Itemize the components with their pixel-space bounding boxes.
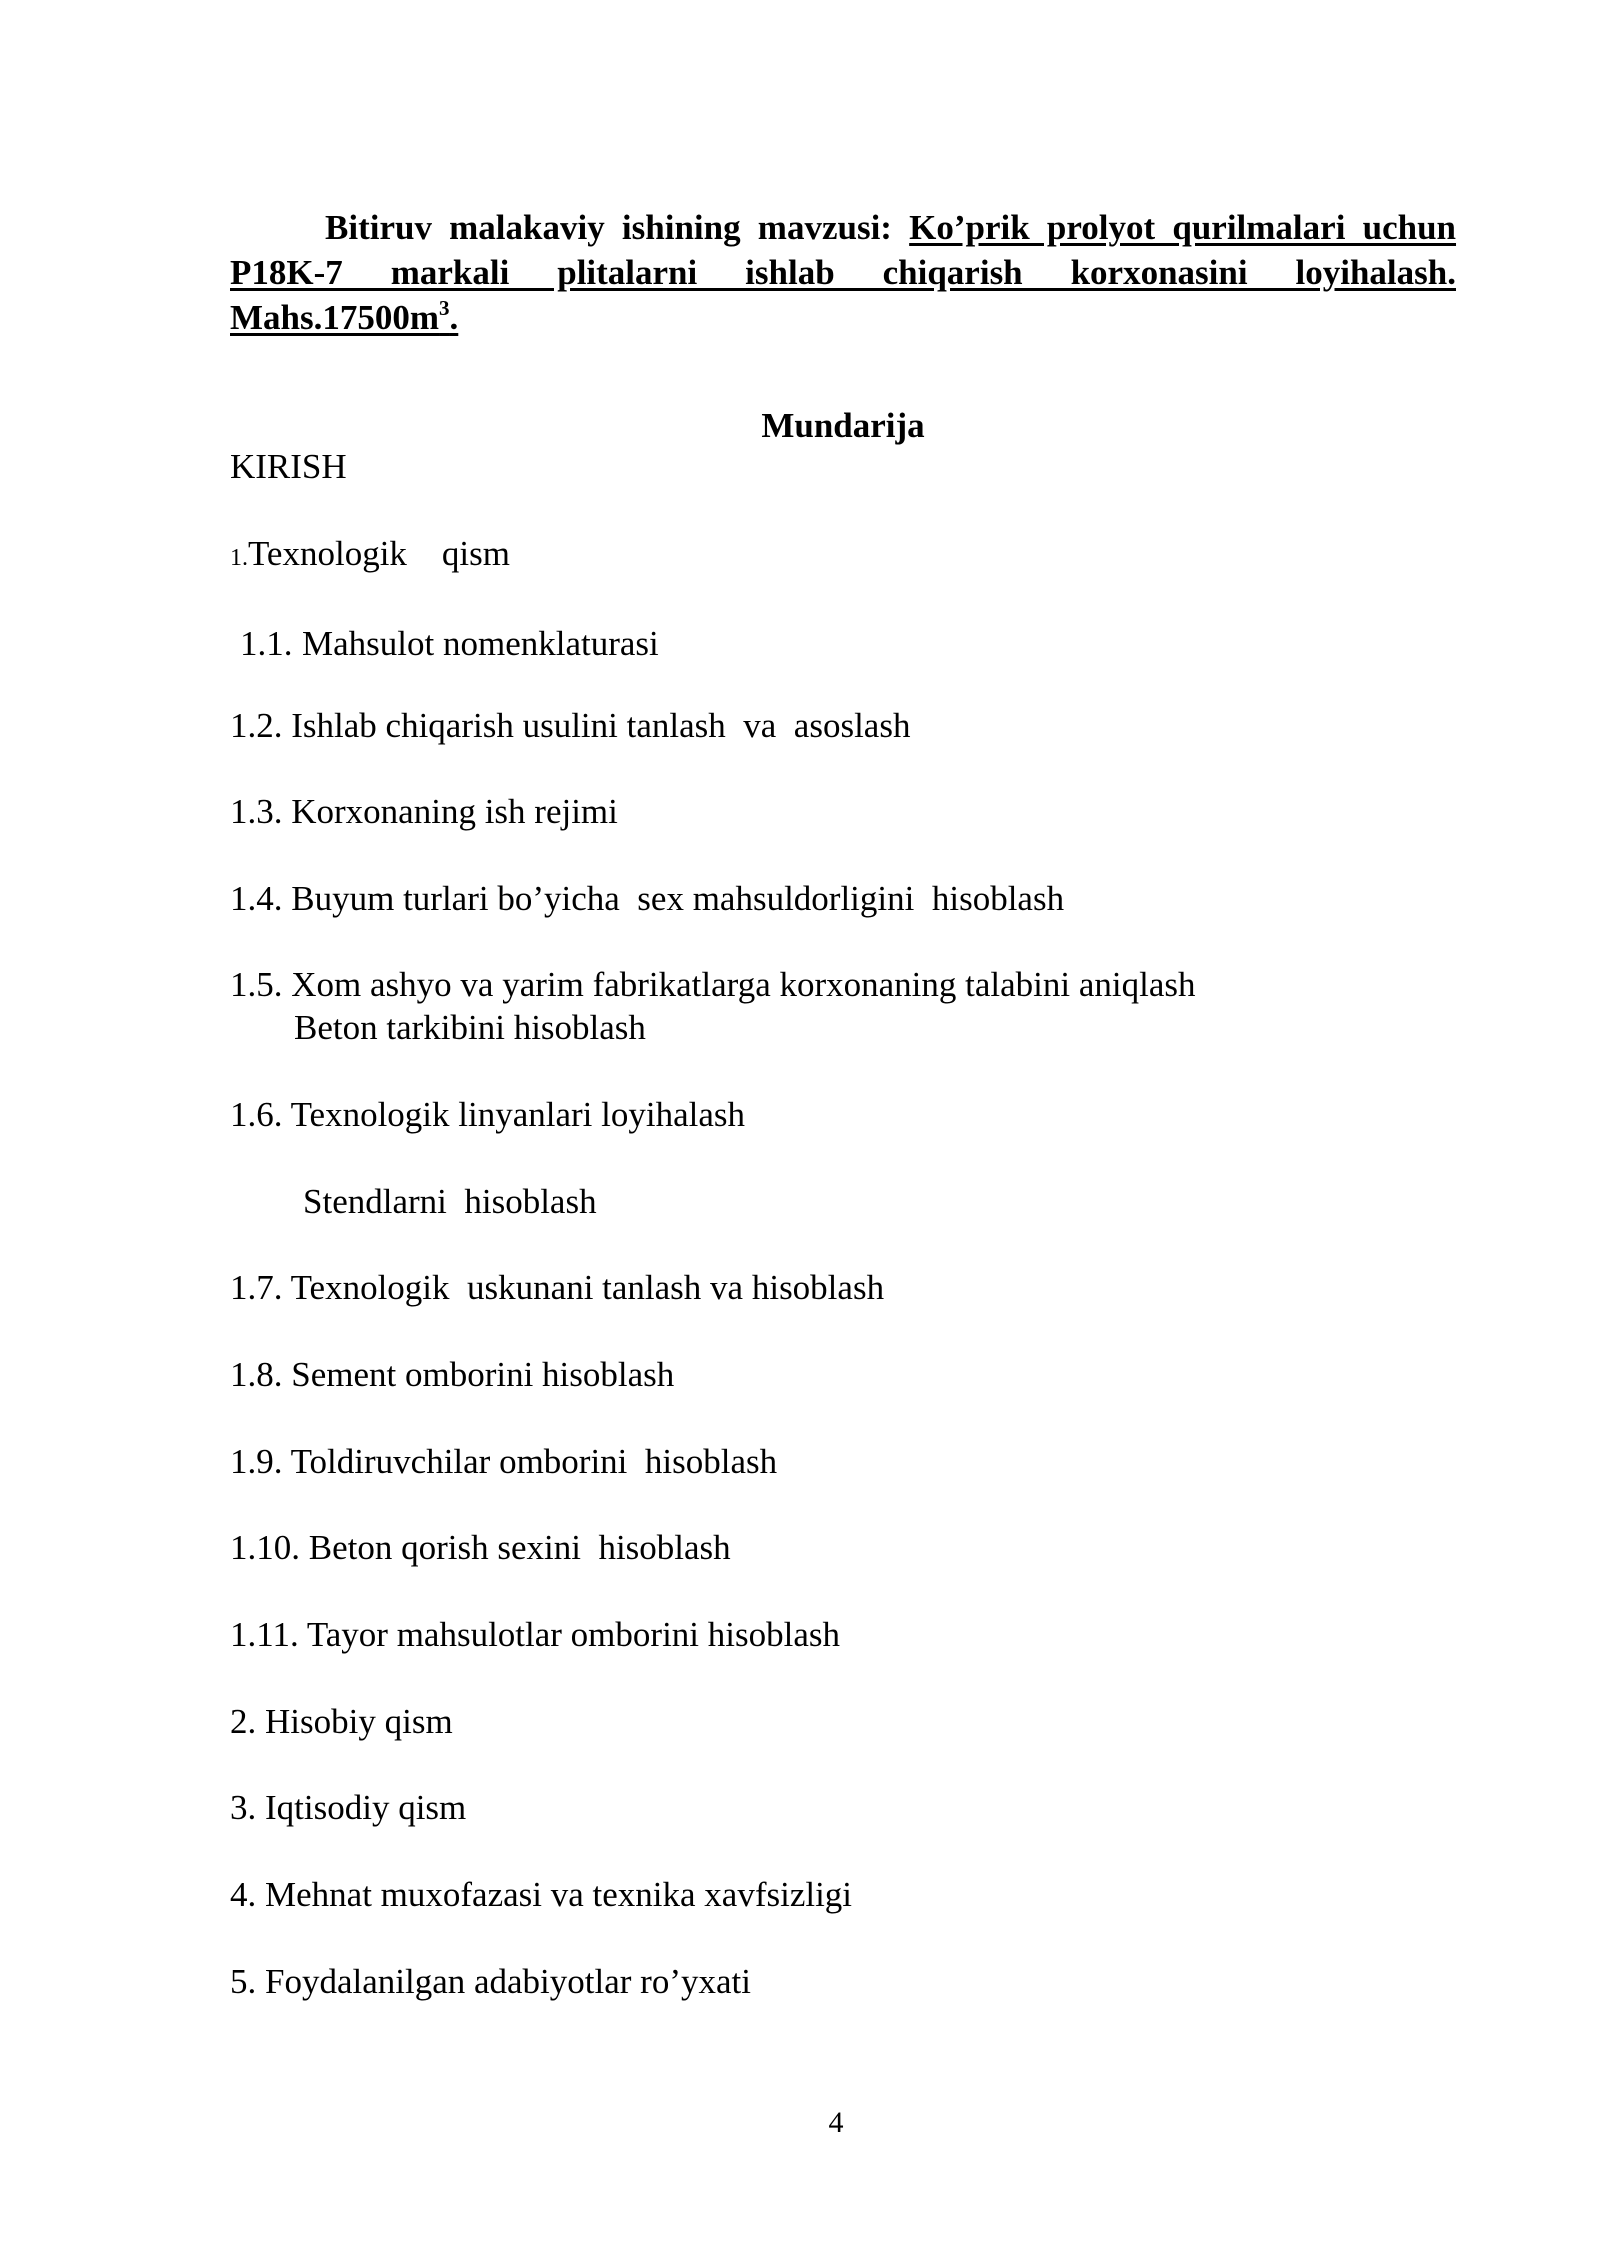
toc-entry-1-3: 1.3. Korxonaning ish rejimi — [230, 792, 618, 831]
toc-entry-1-9: 1.9. Toldiruvchilar omborini hisoblash — [230, 1442, 778, 1481]
thesis-topic — [230, 205, 1456, 340]
toc-entry-1-10: 1.10. Beton qorish sexini hisoblash — [230, 1528, 731, 1567]
toc-entry-2: 2. Hisobiy qism — [230, 1702, 453, 1741]
toc-heading: Mundarija — [761, 406, 925, 445]
toc-entry-1-label: Texnologik qism — [248, 534, 510, 573]
toc-entry-1-number: 1. — [230, 545, 248, 571]
toc-entry-1-6: 1.6. Texnologik linyanlari loyihalash — [230, 1095, 746, 1134]
toc-entry-1-5: 1.5. Xom ashyo va yarim fabrikatlarga korxonaning talabini aniqlash — [230, 965, 1196, 1004]
toc-entry-4: 4. Mehnat muxofazasi va texnika xavfsizligi — [230, 1875, 853, 1914]
toc-entry-3: 3. Iqtisodiy qism — [230, 1788, 467, 1827]
topic-label: Bitiruv malakaviy ishining mavzusi: — [325, 208, 892, 247]
page-number: 4 — [828, 2106, 844, 2139]
toc-entry-1-6-sub: Stendlarni hisoblash — [303, 1182, 597, 1221]
topic-text: Ko’prik prolyot qurilmalari uchun P18K-7 markali plitalarni ishlab chiqarish korxonasini loyihalash. Mahs.17500m — [230, 208, 1457, 337]
toc-entry-1-11: 1.11. Tayor mahsulotlar omborini hisoblash — [230, 1615, 840, 1654]
toc-entry-1-1 — [240, 622, 659, 665]
toc-entry-1 — [230, 532, 510, 580]
toc-entry-1-5-sub: Beton tarkibini hisoblash — [294, 1008, 646, 1047]
toc-entry-1-7: 1.7. Texnologik uskunani tanlash va hisoblash — [230, 1268, 885, 1307]
toc-entry-1-4: 1.4. Buyum turlari bo’yicha sex mahsuldorligini hisoblash — [230, 879, 1065, 918]
topic-end: . — [449, 298, 459, 337]
toc-entry-5: 5. Foydalanilgan adabiyotlar ro’yxati — [230, 1962, 751, 2001]
toc-entry-1-1-number: 1.1. — [240, 624, 293, 663]
toc-entry-kirish: KIRISH — [230, 447, 347, 486]
toc-entry-1-2: 1.2. Ishlab chiqarish usulini tanlash va asoslash — [230, 706, 911, 745]
topic-superscript: 3 — [439, 296, 450, 320]
toc-entry-1-1-label: Mahsulot nomenklaturasi — [302, 624, 659, 663]
toc-entry-1-8: 1.8. Sement omborini hisoblash — [230, 1355, 675, 1394]
